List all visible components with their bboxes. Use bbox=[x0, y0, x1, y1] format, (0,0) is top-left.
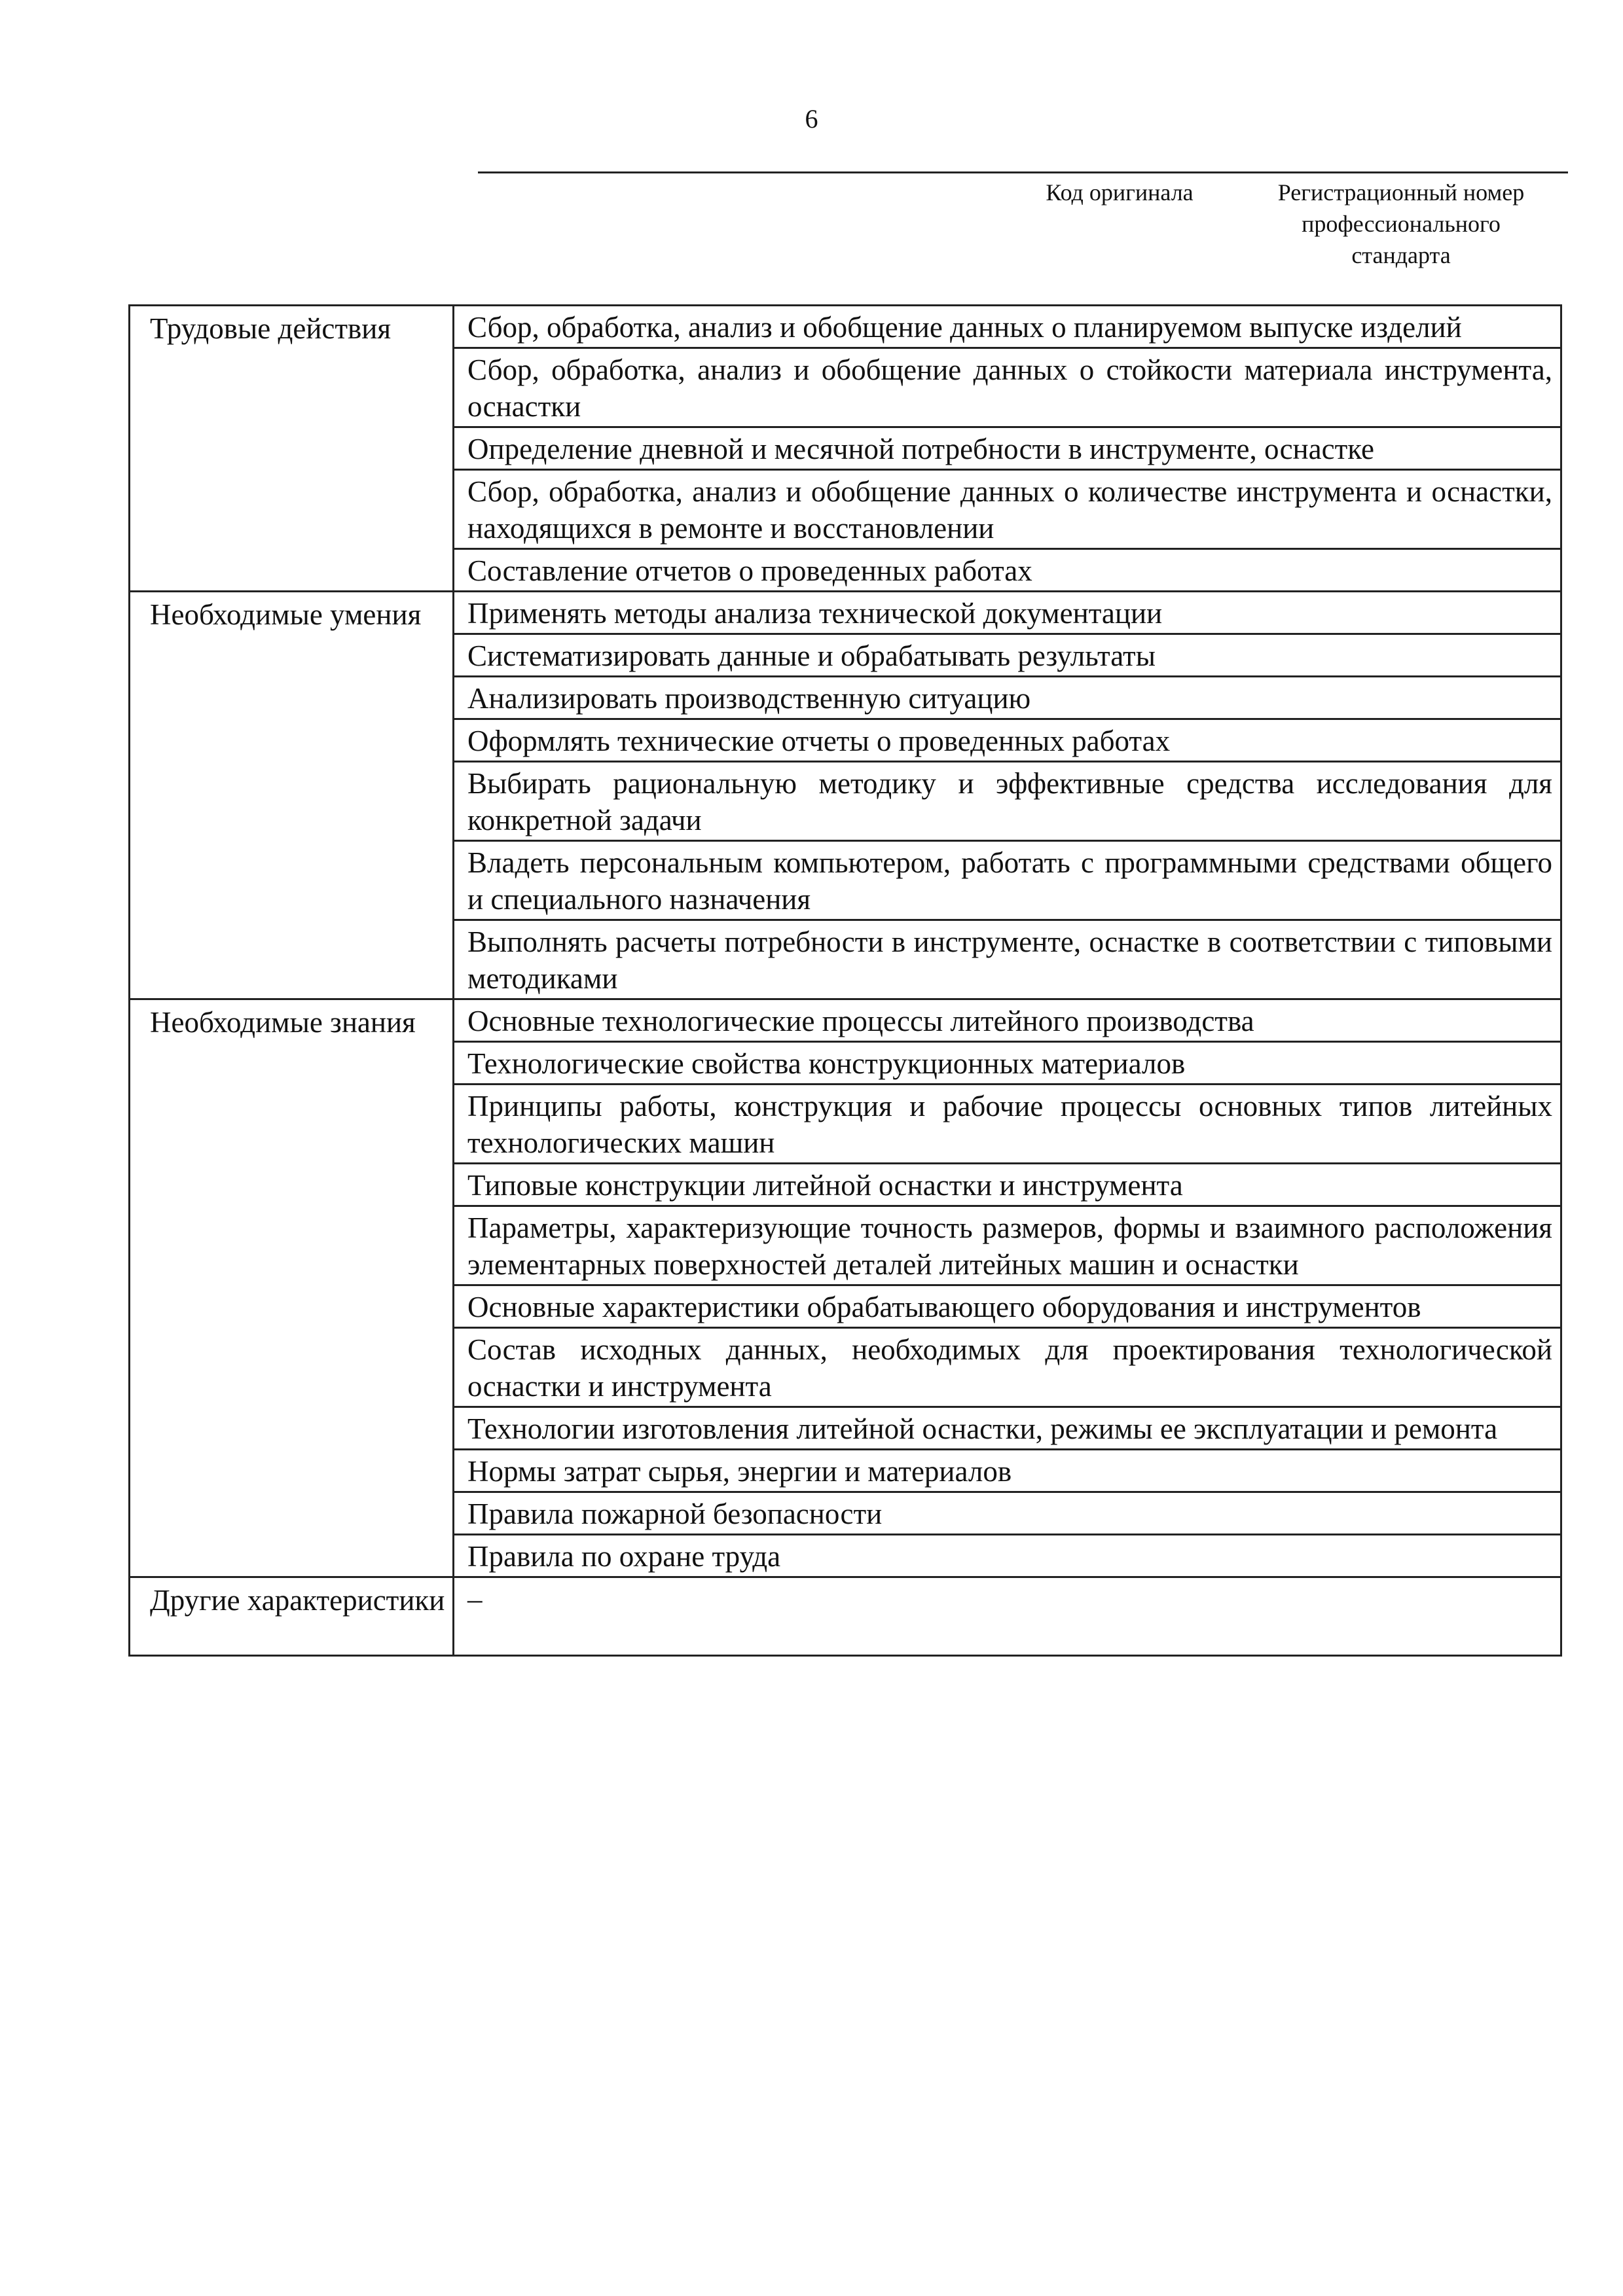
characteristics-table bbox=[128, 304, 1562, 1657]
table-row bbox=[130, 592, 1561, 634]
table-cell: – bbox=[454, 1577, 1561, 1656]
reg-number-line: Регистрационный номер bbox=[1277, 179, 1525, 206]
page-number: 6 bbox=[805, 104, 818, 134]
reg-number-line: профессионального bbox=[1302, 211, 1501, 237]
table-cell: Выполнять расчеты потребности в инструменте, оснастке в соответствии с типовыми методиками bbox=[454, 920, 1561, 999]
section-label-labor-actions: Трудовые действия bbox=[130, 306, 454, 592]
code-original-label: Код оригинала bbox=[1046, 179, 1194, 206]
table-cell: Сбор, обработка, анализ и обобщение данных о количестве инструмента и оснастки, находящихся в ремонте и восстановлении bbox=[454, 470, 1561, 549]
table-cell: Состав исходных данных, необходимых для проектирования технологической оснастки и инструмента bbox=[454, 1328, 1561, 1407]
table-cell: Основные характеристики обрабатывающего оборудования и инструментов bbox=[454, 1285, 1561, 1328]
reg-number-line: стандарта bbox=[1351, 242, 1451, 268]
table-cell: Составление отчетов о проведенных работах bbox=[454, 549, 1561, 592]
table-cell: Сбор, обработка, анализ и обобщение данных о планируемом выпуске изделий bbox=[454, 306, 1561, 348]
table-cell: Анализировать производственную ситуацию bbox=[454, 677, 1561, 719]
table-cell: Основные технологические процессы литейного производства bbox=[454, 999, 1561, 1042]
table-cell: Владеть персональным компьютером, работать с программными средствами общего и специального назначения bbox=[454, 841, 1561, 920]
table-cell: Выбирать рациональную методику и эффективные средства исследования для конкретной задачи bbox=[454, 762, 1561, 841]
table-row bbox=[130, 999, 1561, 1042]
section-label-knowledge: Необходимые знания bbox=[130, 999, 454, 1577]
table-cell: Параметры, характеризующие точность размеров, формы и взаимного расположения элементарных поверхностей деталей литейных машин и оснастки bbox=[454, 1206, 1561, 1285]
header-rule bbox=[478, 171, 1568, 173]
table-cell: Нормы затрат сырья, энергии и материалов bbox=[454, 1450, 1561, 1492]
table-cell: Определение дневной и месячной потребности в инструменте, оснастке bbox=[454, 427, 1561, 470]
table-cell: Сбор, обработка, анализ и обобщение данных о стойкости материала инструмента, оснастки bbox=[454, 348, 1561, 427]
table-cell: Принципы работы, конструкция и рабочие процессы основных типов литейных технологических машин bbox=[454, 1085, 1561, 1164]
table-row bbox=[130, 306, 1561, 348]
section-label-skills: Необходимые умения bbox=[130, 592, 454, 999]
table-cell: Правила пожарной безопасности bbox=[454, 1492, 1561, 1535]
table-cell: Оформлять технические отчеты о проведенных работах bbox=[454, 719, 1561, 762]
table-cell: Применять методы анализа технической документации bbox=[454, 592, 1561, 634]
table-cell: Типовые конструкции литейной оснастки и инструмента bbox=[454, 1164, 1561, 1206]
table-cell: Технологии изготовления литейной оснастки, режимы ее эксплуатации и ремонта bbox=[454, 1407, 1561, 1450]
table-cell: Правила по охране труда bbox=[454, 1535, 1561, 1577]
section-label-other: Другие характеристики bbox=[130, 1577, 454, 1656]
table-cell: Технологические свойства конструкционных материалов bbox=[454, 1042, 1561, 1085]
table-row bbox=[130, 1577, 1561, 1656]
table-cell: Систематизировать данные и обрабатывать результаты bbox=[454, 634, 1561, 677]
registration-number-label bbox=[1237, 177, 1565, 271]
